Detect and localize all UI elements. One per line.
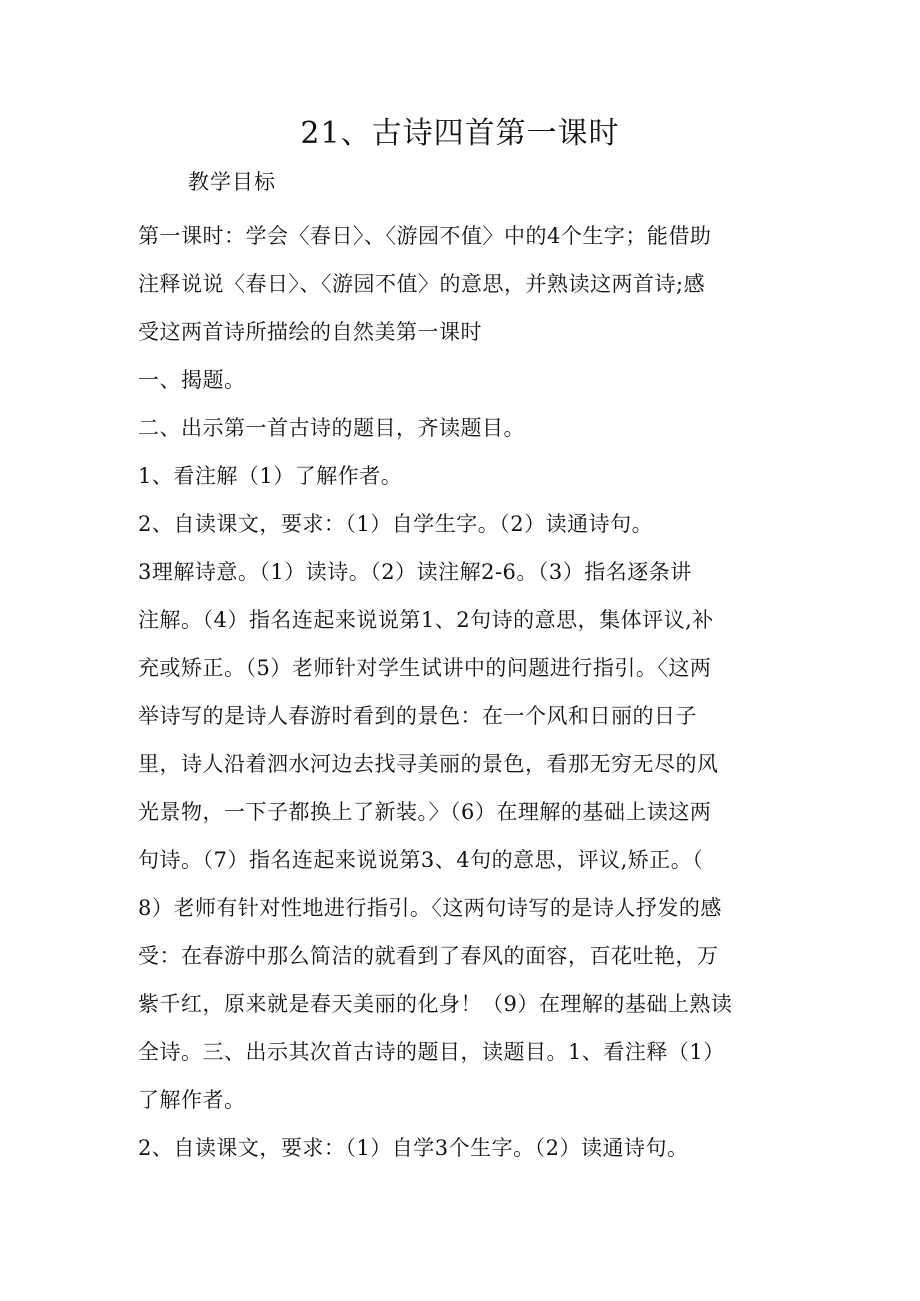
- text-line: 3理解诗意。（1）读诗。（2）读注解2-6。（3）指名逐条讲: [138, 560, 692, 584]
- text-line: 注解。（4）指名连起来说说第1、2句诗的意思，集体评议,补: [138, 608, 714, 632]
- document-body: [138, 212, 788, 1172]
- text-line: 注释说说〈春日〉、〈游园不值〉的意思，并熟读这两首诗;感: [138, 272, 706, 296]
- section-heading: 教学目标: [188, 170, 276, 194]
- text-line: 受：在春游中那么简洁的就看到了春风的面容，百花吐艳，万: [138, 944, 719, 968]
- text-line: 全诗。三、出示其次首古诗的题目，读题目。1、看注释（1）: [138, 1040, 725, 1064]
- text-line: 8）老师有针对性地进行指引。〈这两句诗写的是诗人抒发的感: [138, 896, 722, 920]
- text-line: 充或矫正。（5）老师针对学生试讲中的问题进行指引。〈这两: [138, 656, 712, 680]
- text-line: 里，诗人沿着泗水河边去找寻美丽的景色，看那无穷无尽的风: [138, 752, 719, 776]
- document-title: 21、古诗四首第一课时: [300, 116, 620, 151]
- text-line: 一、揭题。: [138, 368, 246, 392]
- text-line: 第一课时：学会〈春日〉、〈游园不值〉中的4个生字；能借助: [138, 224, 712, 248]
- text-line: 二、出示第一首古诗的题目，齐读题目。: [138, 416, 525, 440]
- text-line: 1、看注解（1）了解作者。: [138, 464, 403, 488]
- text-line: 紫千红，原来就是春天美丽的化身！（9）在理解的基础上熟读: [138, 992, 733, 1016]
- text-line: 了解作者。: [138, 1088, 246, 1112]
- text-line: 句诗。（7）指名连起来说说第3、4句的意思，评议,矫正。（: [138, 848, 704, 872]
- text-line: 受这两首诗所描绘的自然美第一课时: [138, 320, 482, 344]
- text-line: 2、自读课文，要求：（1）自学生字。（2）读通诗句。: [138, 512, 654, 536]
- text-line: 2、自读课文，要求：（1）自学3个生字。（2）读通诗句。: [138, 1136, 689, 1160]
- text-line: 举诗写的是诗人春游时看到的景色：在一个风和日丽的日子: [138, 704, 697, 728]
- text-line: 光景物，一下子都换上了新装。〉（6）在理解的基础上读这两: [138, 800, 712, 824]
